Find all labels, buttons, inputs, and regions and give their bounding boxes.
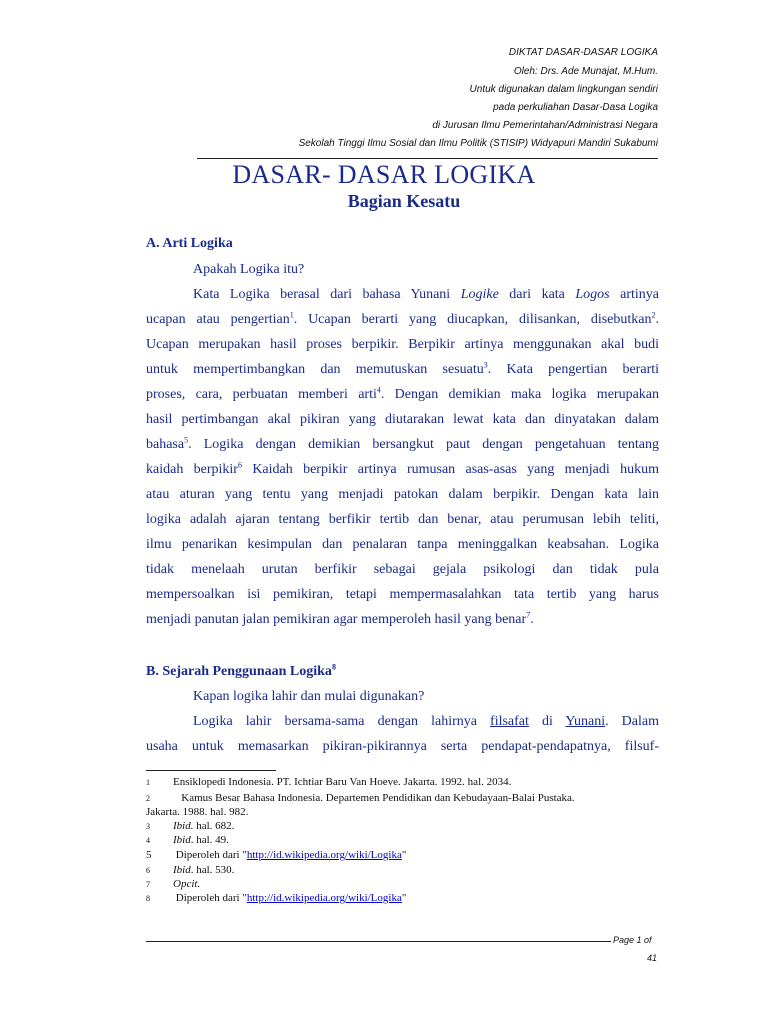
header-line-2: Oleh: Drs. Ade Munajat, M.Hum.	[513, 66, 658, 77]
footnote-8: 8 Diperoleh dari "http://id.wikipedia.org/wiki/Logika"	[146, 892, 407, 904]
header-rule	[197, 158, 658, 159]
paragraph-line: ucapan atau pengertian$^1$. Ucapan berarti yang diucapkan, dilisankan, disebutkan$^2$.	[146, 310, 660, 327]
footnote-rule	[146, 770, 276, 771]
paragraph-line: Ucapan merupakan hasil proses berpikir. Berpikir artinya menggunakan akal budi	[146, 337, 659, 352]
footnote-5: 5 Diperoleh dari "http://id.wikipedia.org/wiki/Logika"	[146, 849, 407, 861]
footnote-3: 3 Ibid. hal. 682.	[146, 820, 235, 832]
paragraph-line: ilmu penarikan kesimpulan dan penalaran tanpa meninggalkan keabsahan. Logika	[146, 537, 659, 552]
paragraph-line: logika adalah ajaran tentang berfikir tertib dan benar, atau perumusan lebih teliti,	[146, 512, 659, 527]
page-label: Page 1 of	[613, 935, 652, 945]
paragraph-line: proses, cara, perbuatan memberi arti$^4$. Dengan demikian maka logika merupakan	[146, 385, 659, 402]
yunani-link[interactable]: Yunani	[565, 714, 606, 729]
section-b-heading: B. Sejarah Penggunaan Logika$^8$	[146, 662, 336, 679]
section-b-question: Kapan logika lahir dan mulai digunakan?	[193, 689, 425, 704]
page-total: 41	[647, 953, 658, 963]
header-line-3: Untuk digunakan dalam lingkungan sendiri	[469, 84, 658, 95]
header-line-6: Sekolah Tinggi Ilmu Sosial dan Ilmu Politik (STISIP) Widyapuri Mandiri Sukabumi	[298, 138, 658, 149]
paragraph-line: mempersoalkan isi pemikiran, tetapi mempermasalahkan tata tertib yang harus	[146, 587, 659, 602]
paragraph-line: usaha untuk memasarkan pikiran-pikirannya serta pendapat-pendapatnya, filsuf-	[146, 739, 659, 754]
footnote-6: 6 Ibid. hal. 530.	[146, 864, 235, 876]
footnote-8-link[interactable]: http://id.wikipedia.org/wiki/Logika	[246, 892, 402, 904]
section-a-heading: A. Arti Logika	[146, 236, 233, 251]
document-title: DASAR- DASAR LOGIKA	[232, 160, 536, 189]
paragraph-line: atau aturan yang tentu yang menjadi patokan dalam berpikir. Dengan kata lain	[146, 487, 659, 502]
paragraph-line: kaidah berpikir$^6$ Kaidah berpikir artinya rumusan asas-asas yang menjadi hukum	[146, 460, 660, 477]
document-subtitle: Bagian Kesatu	[347, 191, 461, 211]
footnote-5-link[interactable]: http://id.wikipedia.org/wiki/Logika	[246, 849, 402, 861]
paragraph-line: hasil pertimbangan akal pikiran yang diutarakan lewat kata dan dinyatakan dalam	[146, 412, 659, 427]
footnote-7: 7 Opcit.	[146, 878, 201, 890]
paragraph-line: untuk mempertimbangkan dan memutuskan sesuatu$^3$. Kata pengertian berarti	[146, 360, 660, 377]
footnote-4: 4 Ibid. hal. 49.	[146, 834, 229, 846]
paragraph-line: bahasa$^5$. Logika dengan demikian bersangkut paut dengan pengetahuan tentang	[146, 435, 659, 452]
section-a-question: Apakah Logika itu?	[193, 262, 305, 277]
paragraph-line: Logika lahir bersama-sama dengan lahirnya filsafat di Yunani. Dalam	[193, 714, 659, 729]
footnote-2-cont: Jakarta. 1988. hal. 982.	[146, 806, 249, 818]
filsafat-link[interactable]: filsafat	[490, 714, 529, 729]
paragraph-line: tidak menelaah urutan berfikir sebagai gejala psikologi dan tidak pula	[146, 562, 659, 577]
paragraph-line: menjadi panutan jalan pemikiran agar memperoleh hasil yang benar$^7$.	[146, 610, 534, 627]
paragraph-line: Kata Logika berasal dari bahasa Yunani Logike dari kata Logos artinya	[193, 287, 659, 302]
header-line-4: pada perkuliahan Dasar-Dasa Logika	[493, 102, 658, 113]
footnote-1: 1 Ensiklopedi Indonesia. PT. Ichtiar Baru Van Hoeve. Jakarta. 1992. hal. 2034.	[146, 776, 512, 788]
footer-rule	[146, 941, 611, 942]
footnote-2: 2 Kamus Besar Bahasa Indonesia. Departemen Pendidikan dan Kebudayaan-Balai Pustaka.	[146, 792, 575, 804]
header-line-1: DIKTAT DASAR-DASAR LOGIKA	[508, 47, 658, 58]
header-line-5: di Jurusan Ilmu Pemerintahan/Administrasi Negara	[432, 120, 658, 131]
